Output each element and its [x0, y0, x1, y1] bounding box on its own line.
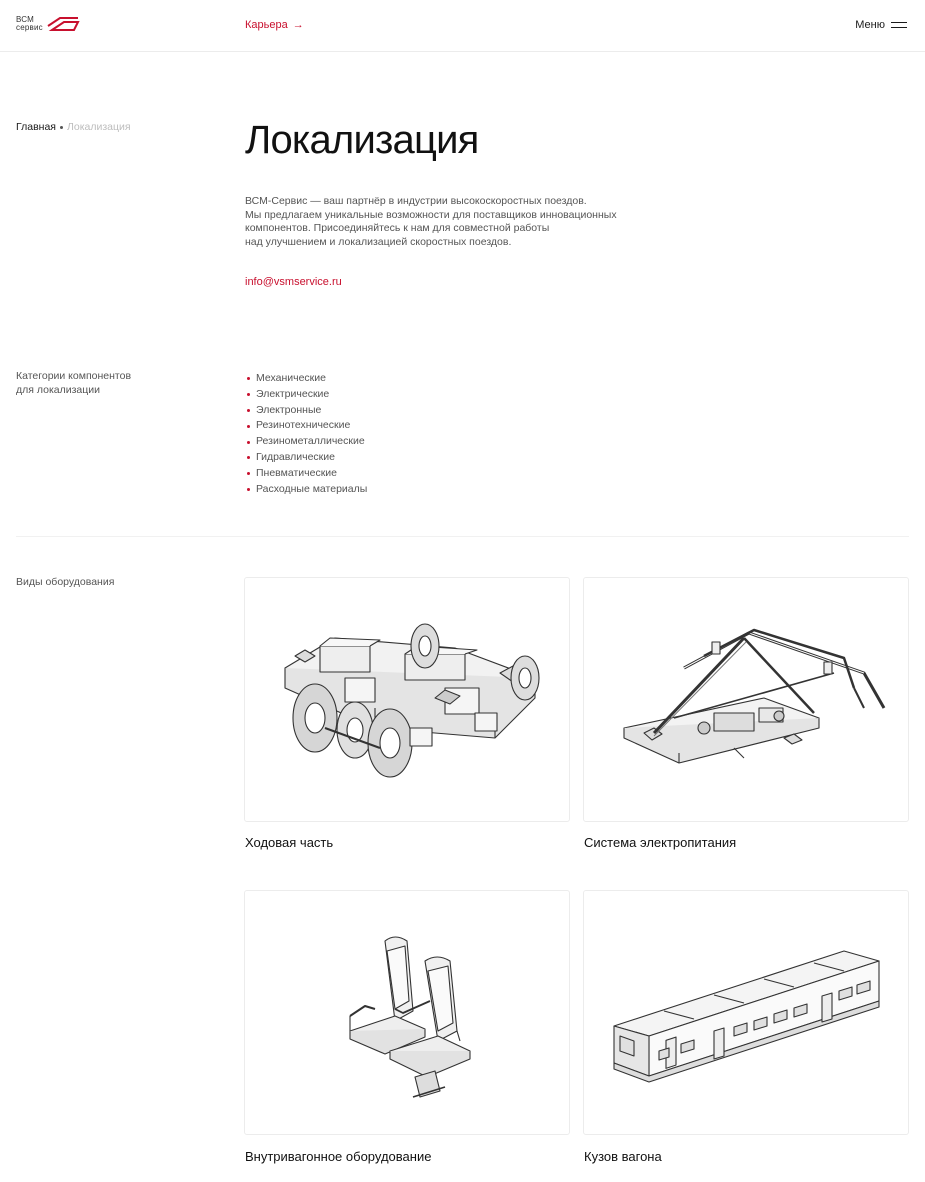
- card-title-running-gear[interactable]: Ходовая часть: [245, 835, 334, 850]
- career-label: Карьера: [245, 19, 288, 31]
- breadcrumb-current: Локализация: [66, 121, 131, 133]
- list-item: Электронные: [247, 403, 367, 419]
- categories-list: [247, 371, 367, 497]
- intro-line: над улучшением и локализацией скоростных поездов.: [245, 235, 512, 248]
- list-item: Расходные материалы: [247, 482, 367, 498]
- breadcrumb-separator-icon: [60, 126, 63, 129]
- bullet-icon: [247, 393, 250, 396]
- pantograph-illustration-icon: [584, 578, 909, 822]
- bullet-icon: [247, 456, 250, 459]
- bogie-illustration-icon: [245, 578, 570, 822]
- email-link[interactable]: info@vsmservice.ru: [245, 276, 342, 288]
- menu-button[interactable]: [855, 19, 907, 31]
- bullet-icon: [247, 425, 250, 428]
- card-title-interior[interactable]: Внутривагонное оборудование: [245, 1149, 432, 1164]
- list-item: Механические: [247, 371, 367, 387]
- list-item: Электрические: [247, 387, 367, 403]
- arrow-right-icon: →: [292, 19, 304, 31]
- hamburger-icon: [891, 21, 907, 29]
- seats-illustration-icon: [245, 891, 570, 1135]
- intro-line: Мы предлагаем уникальные возможности для поставщиков инновационных: [245, 208, 617, 221]
- breadcrumb: [16, 121, 131, 133]
- site-header: [0, 0, 925, 52]
- list-item: Гидравлические: [247, 450, 367, 466]
- career-link[interactable]: [245, 19, 304, 31]
- logo-line-2: сервис: [16, 23, 43, 32]
- equipment-label: Виды оборудования: [16, 576, 115, 588]
- logo-mark-icon: [46, 16, 80, 32]
- bullet-icon: [247, 441, 250, 444]
- equipment-card-car-body[interactable]: [583, 890, 909, 1135]
- list-item: Резинометаллические: [247, 434, 367, 450]
- railcar-body-illustration-icon: [584, 891, 909, 1135]
- equipment-card-power-system[interactable]: [583, 577, 909, 822]
- list-item: Пневматические: [247, 466, 367, 482]
- breadcrumb-home[interactable]: Главная: [16, 121, 56, 133]
- bullet-icon: [247, 377, 250, 380]
- equipment-card-interior[interactable]: [244, 890, 570, 1135]
- bullet-icon: [247, 409, 250, 412]
- bullet-icon: [247, 472, 250, 475]
- intro-line: ВСМ-Сервис — ваш партнёр в индустрии высокоскоростных поездов.: [245, 195, 587, 207]
- categories-label: Категории компонентов для локализации: [16, 370, 132, 396]
- intro-text: [245, 195, 685, 249]
- section-divider: [16, 536, 909, 537]
- logo-line-1: ВСМ: [16, 15, 35, 24]
- intro-line: компонентов. Присоединяйтесь к нам для совместной работы: [245, 222, 550, 234]
- list-item: Резинотехнические: [247, 418, 367, 434]
- page-title: Локализация: [245, 118, 479, 162]
- card-title-car-body[interactable]: Кузов вагона: [584, 1149, 662, 1164]
- menu-label: Меню: [855, 19, 885, 31]
- bullet-icon: [247, 488, 250, 491]
- logo[interactable]: [16, 14, 80, 34]
- equipment-card-running-gear[interactable]: [244, 577, 570, 822]
- card-title-power-system[interactable]: Система электропитания: [584, 835, 737, 850]
